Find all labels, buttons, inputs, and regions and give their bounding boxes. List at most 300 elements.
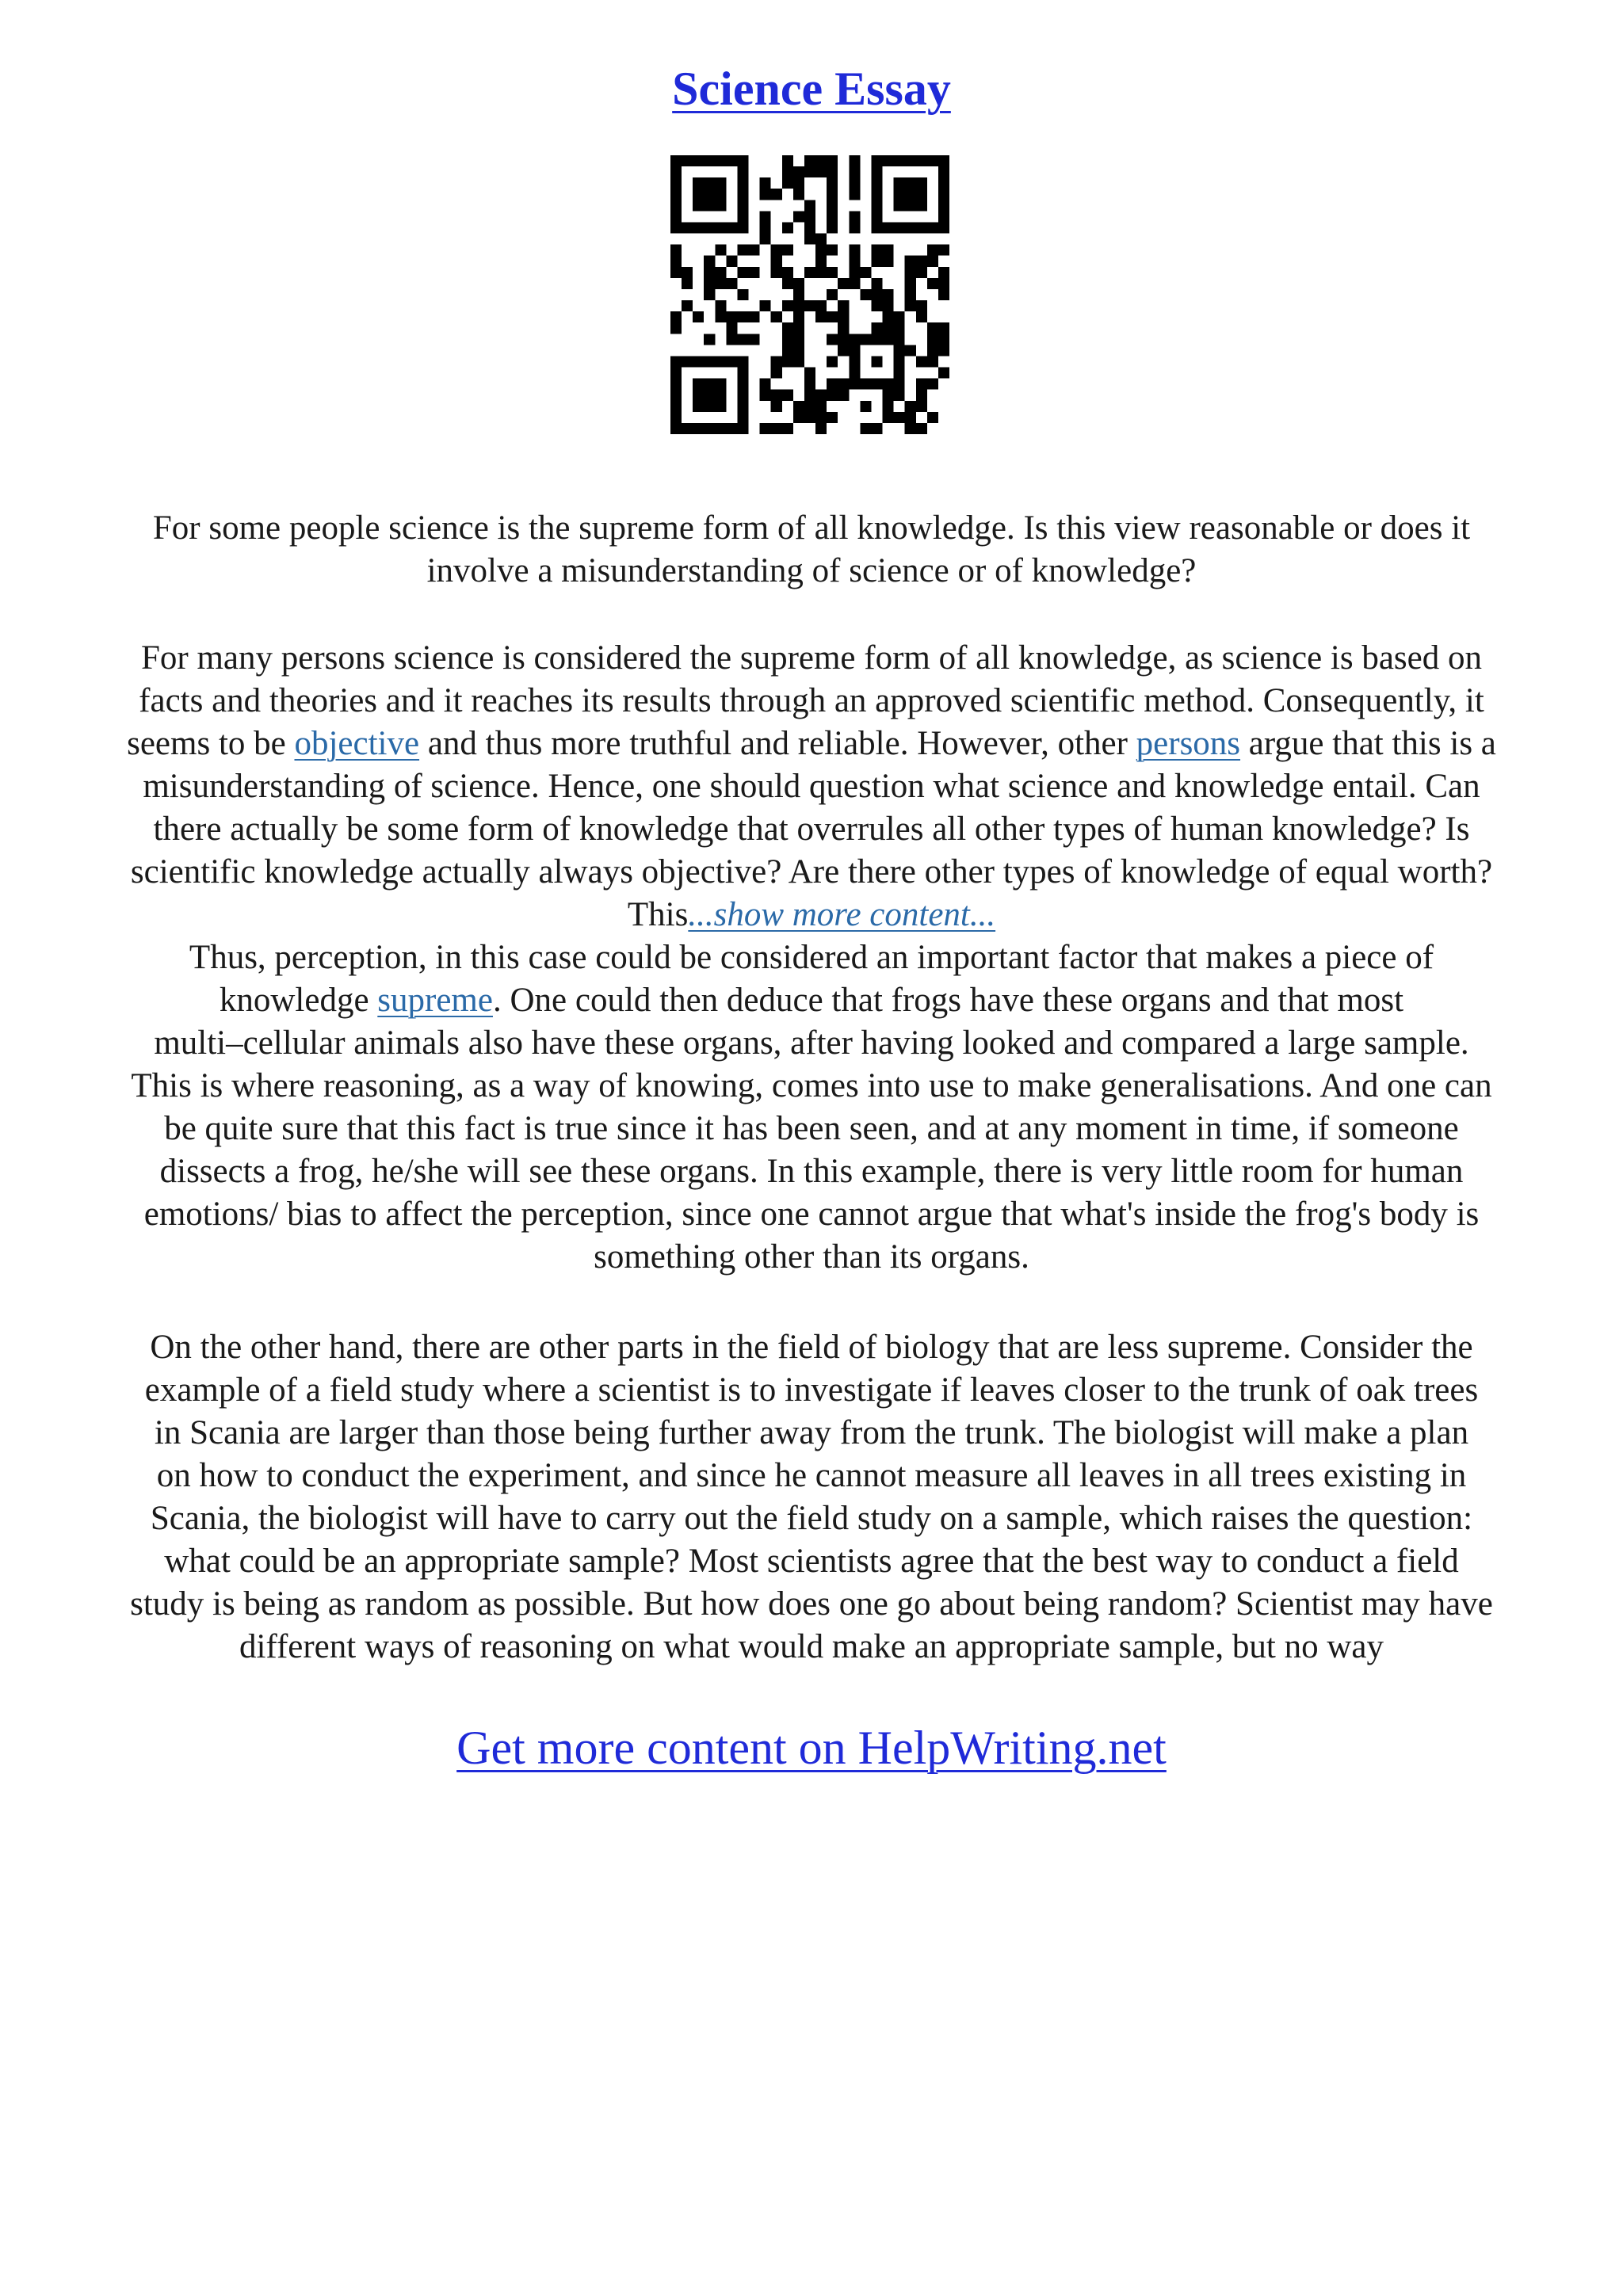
qr-module: [871, 322, 882, 334]
text-line: Thus, perception, in this case could be considered an important factor that makes a piece of: [189, 939, 1434, 976]
qr-module: [715, 401, 726, 412]
qr-module: [793, 322, 804, 334]
text-line: emotions/ bias to affect the perception, since one cannot argue that what's inside the frog's body is: [143, 1196, 1480, 1233]
qr-module: [715, 189, 726, 200]
qr-module: [670, 222, 682, 233]
qr-module: [838, 278, 849, 289]
qr-module: [849, 267, 860, 278]
qr-module: [760, 189, 771, 200]
qr-module: [804, 368, 815, 379]
qr-module: [737, 177, 748, 189]
qr-module: [715, 423, 726, 434]
qr-module: [760, 211, 771, 222]
qr-module: [871, 289, 882, 300]
qr-module: [860, 289, 871, 300]
qr-module: [793, 356, 804, 367]
qr-module: [883, 245, 894, 256]
qr-module: [905, 189, 916, 200]
qr-module: [916, 267, 927, 278]
qr-module: [793, 189, 804, 200]
qr-module: [760, 222, 771, 233]
qr-module: [782, 177, 793, 189]
qr-module: [771, 356, 782, 367]
qr-module: [827, 155, 838, 166]
qr-module: [916, 189, 927, 200]
qr-module: [815, 256, 827, 267]
qr-module: [670, 245, 682, 256]
qr-module: [771, 311, 782, 322]
qr-module: [815, 401, 827, 412]
qr-module: [849, 189, 860, 200]
qr-module: [737, 390, 748, 401]
qr-module: [860, 379, 871, 390]
qr-module: [793, 177, 804, 189]
qr-module: [827, 166, 838, 177]
qr-module: [726, 356, 737, 367]
qr-module: [670, 390, 682, 401]
qr-module: [827, 200, 838, 211]
qr-module: [905, 423, 916, 434]
qr-module: [916, 200, 927, 211]
qr-module: [726, 278, 737, 289]
qr-module: [737, 155, 748, 166]
qr-module: [838, 334, 849, 345]
qr-module: [726, 155, 737, 166]
text-line: misunderstanding of science. Hence, one should question what science and knowledge entail. Can: [143, 768, 1480, 805]
qr-module: [938, 222, 949, 233]
qr-module: [894, 322, 905, 334]
qr-module: [737, 166, 748, 177]
qr-module: [894, 412, 905, 423]
qr-module: [693, 200, 704, 211]
qr-module: [815, 311, 827, 322]
text-span: argue that this is a: [1240, 725, 1496, 762]
qr-module: [849, 211, 860, 222]
qr-module: [715, 200, 726, 211]
qr-module: [883, 289, 894, 300]
qr-module: [771, 390, 782, 401]
qr-module: [771, 401, 782, 412]
qr-module: [726, 423, 737, 434]
qr-module: [682, 222, 693, 233]
qr-module: [693, 423, 704, 434]
qr-module: [771, 245, 782, 256]
qr-module: [894, 200, 905, 211]
qr-module: [749, 311, 760, 322]
qr-module: [849, 155, 860, 166]
qr-module: [938, 334, 949, 345]
qr-module: [804, 267, 815, 278]
title-link[interactable]: Science Essay: [672, 63, 951, 115]
qr-module: [737, 289, 748, 300]
qr-module: [894, 390, 905, 401]
qr-module: [670, 177, 682, 189]
qr-module: [749, 267, 760, 278]
qr-module: [771, 267, 782, 278]
qr-module: [894, 356, 905, 367]
qr-module: [737, 423, 748, 434]
qr-module: [849, 222, 860, 233]
qr-module: [804, 211, 815, 222]
qr-module: [938, 345, 949, 356]
qr-module: [782, 166, 793, 177]
qr-module: [883, 334, 894, 345]
qr-module: [849, 368, 860, 379]
qr-module: [883, 379, 894, 390]
text-line: dissects a frog, he/she will see these organs. In this example, there is very little room for human: [159, 1153, 1464, 1190]
qr-module: [693, 189, 704, 200]
qr-module: [704, 256, 715, 267]
qr-module: [704, 189, 715, 200]
qr-module: [782, 245, 793, 256]
qr-module: [693, 222, 704, 233]
qr-module: [871, 166, 882, 177]
qr-module: [827, 245, 838, 256]
qr-module: [883, 401, 894, 412]
qr-module: [871, 200, 882, 211]
qr-module: [927, 245, 938, 256]
qr-module: [827, 356, 838, 367]
qr-module: [670, 368, 682, 379]
text-line: [55, 894, 1568, 936]
qr-module: [838, 311, 849, 322]
footer: [0, 1718, 1623, 1778]
qr-module: [883, 222, 894, 233]
qr-module: [871, 300, 882, 311]
qr-module: [916, 155, 927, 166]
qr-module: [737, 412, 748, 423]
qr-module: [827, 289, 838, 300]
qr-module: [883, 256, 894, 267]
qr-module: [815, 267, 827, 278]
qr-module: [737, 222, 748, 233]
qr-module: [670, 412, 682, 423]
qr-module: [905, 412, 916, 423]
prompt-line: For some people science is the supreme form of all knowledge. Is this view reasonable or does it: [152, 509, 1471, 547]
qr-module: [927, 278, 938, 289]
qr-module: [737, 189, 748, 200]
text-line: something other than its organs.: [594, 1238, 1029, 1276]
qr-module: [760, 177, 771, 189]
qr-module: [871, 177, 882, 189]
qr-code-icon: [670, 155, 949, 434]
qr-module: [883, 300, 894, 311]
qr-module: [815, 300, 827, 311]
qr-module: [715, 356, 726, 367]
qr-module: [905, 401, 916, 412]
qr-module: [793, 166, 804, 177]
qr-module: [760, 300, 771, 311]
qr-module: [838, 390, 849, 401]
qr-module: [782, 423, 793, 434]
qr-module: [749, 334, 760, 345]
qr-module: [682, 300, 693, 311]
qr-module: [737, 267, 748, 278]
qr-module: [938, 189, 949, 200]
qr-module: [916, 356, 927, 367]
qr-module: [782, 278, 793, 289]
qr-module: [782, 300, 793, 311]
qr-module: [693, 155, 704, 166]
qr-module: [849, 345, 860, 356]
qr-module: [737, 211, 748, 222]
qr-module: [849, 256, 860, 267]
qr-module: [704, 334, 715, 345]
qr-module: [916, 311, 927, 322]
qr-module: [715, 155, 726, 166]
qr-module: [670, 379, 682, 390]
text-line: [55, 723, 1568, 765]
qr-module: [905, 267, 916, 278]
qr-module: [815, 155, 827, 166]
qr-module: [715, 390, 726, 401]
qr-module: [916, 401, 927, 412]
qr-module: [771, 256, 782, 267]
qr-module: [827, 222, 838, 233]
paragraph-2: [55, 1326, 1568, 1669]
qr-module: [849, 245, 860, 256]
qr-module: [938, 322, 949, 334]
qr-module: [771, 189, 782, 200]
text-line: On the other hand, there are other parts in the field of biology that are less supreme. Consider the: [150, 1329, 1473, 1366]
qr-module: [894, 222, 905, 233]
qr-module: [894, 379, 905, 390]
qr-module: [782, 155, 793, 166]
qr-module: [804, 200, 815, 211]
qr-module: [793, 311, 804, 322]
qr-module: [916, 300, 927, 311]
qr-module: [927, 356, 938, 367]
text-span: and thus more truthful and reliable. However, other: [419, 725, 1136, 762]
qr-module: [871, 189, 882, 200]
qr-module: [715, 222, 726, 233]
qr-module: [871, 222, 882, 233]
qr-module: [883, 322, 894, 334]
qr-module: [782, 322, 793, 334]
qr-module: [693, 356, 704, 367]
qr-module: [782, 267, 793, 278]
qr-module: [871, 379, 882, 390]
persons-link[interactable]: persons: [1136, 725, 1241, 762]
qr-module: [905, 155, 916, 166]
qr-module: [883, 311, 894, 322]
qr-module: [782, 334, 793, 345]
qr-module: [804, 222, 815, 233]
qr-module: [827, 177, 838, 189]
qr-module: [871, 256, 882, 267]
page-title: [0, 57, 1623, 120]
qr-module: [804, 401, 815, 412]
show-more-link[interactable]: ...show more content...: [688, 896, 996, 933]
qr-module: [804, 379, 815, 390]
qr-module: [894, 155, 905, 166]
qr-module: [871, 423, 882, 434]
qr-module: [682, 267, 693, 278]
qr-module: [860, 267, 871, 278]
qr-module: [849, 166, 860, 177]
qr-module: [670, 267, 682, 278]
text-line: multi–cellular animals also have these organs, after having looked and compared a large sample.: [154, 1024, 1469, 1062]
qr-module: [827, 267, 838, 278]
qr-module: [838, 300, 849, 311]
qr-module: [737, 245, 748, 256]
qr-module: [938, 278, 949, 289]
text-span: . One could then deduce that frogs have these organs and that most: [492, 982, 1404, 1019]
qr-module: [715, 300, 726, 311]
qr-module: [704, 423, 715, 434]
qr-module: [894, 311, 905, 322]
qr-module: [737, 368, 748, 379]
qr-module: [704, 222, 715, 233]
qr-module: [827, 334, 838, 345]
qr-module: [704, 390, 715, 401]
qr-module: [670, 166, 682, 177]
get-more-content-link[interactable]: Get more content on HelpWriting.net: [456, 1722, 1167, 1774]
qr-module: [838, 345, 849, 356]
qr-module: [793, 401, 804, 412]
qr-module: [860, 334, 871, 345]
text-line: in Scania are larger than those being further away from the trunk. The biologist will make a plan: [154, 1414, 1469, 1451]
qr-module: [905, 289, 916, 300]
qr-module: [871, 155, 882, 166]
qr-module: [793, 334, 804, 345]
qr-module: [749, 245, 760, 256]
text-line: study is being as random as possible. But how does one go about being random? Scientist may have: [130, 1585, 1493, 1623]
qr-module: [782, 345, 793, 356]
qr-module: [793, 278, 804, 289]
qr-module: [704, 177, 715, 189]
qr-module: [905, 222, 916, 233]
qr-module: [793, 289, 804, 300]
text-span: This: [627, 896, 689, 933]
qr-module: [849, 177, 860, 189]
text-line: For many persons science is considered the supreme form of all knowledge, as science is based on: [140, 639, 1483, 677]
qr-module: [916, 423, 927, 434]
qr-module: [894, 189, 905, 200]
text-line: Scania, the biologist will have to carry out the field study on a sample, which raises the question:: [150, 1500, 1473, 1537]
text-line: [55, 979, 1568, 1022]
qr-module: [815, 234, 827, 245]
qr-module: [715, 311, 726, 322]
qr-module: [916, 222, 927, 233]
qr-module: [804, 412, 815, 423]
qr-module: [849, 356, 860, 367]
qr-module: [670, 311, 682, 322]
qr-module: [927, 256, 938, 267]
qr-module: [916, 390, 927, 401]
qr-module: [782, 356, 793, 367]
qr-module: [715, 177, 726, 189]
qr-module: [838, 379, 849, 390]
supreme-link[interactable]: supreme: [377, 982, 493, 1019]
qr-module: [715, 245, 726, 256]
qr-module: [726, 256, 737, 267]
qr-module: [682, 356, 693, 367]
text-line: there actually be some form of knowledge that overrules all other types of human knowledge? Is: [153, 810, 1470, 848]
text-line: what could be an appropriate sample? Most scientists agree that the best way to conduct a field: [164, 1543, 1459, 1580]
qr-module: [860, 401, 871, 412]
qr-module: [938, 368, 949, 379]
qr-module: [682, 155, 693, 166]
qr-module: [793, 211, 804, 222]
qr-module: [905, 300, 916, 311]
qr-module: [682, 423, 693, 434]
text-span: seems to be: [127, 725, 295, 762]
qr-module: [827, 412, 838, 423]
qr-module: [704, 401, 715, 412]
qr-module: [927, 155, 938, 166]
objective-link[interactable]: objective: [294, 725, 420, 762]
qr-module: [938, 289, 949, 300]
qr-module: [715, 379, 726, 390]
qr-module: [737, 379, 748, 390]
qr-module: [793, 345, 804, 356]
qr-module: [894, 177, 905, 189]
qr-module: [827, 390, 838, 401]
qr-module: [804, 300, 815, 311]
qr-module: [737, 401, 748, 412]
text-line: example of a field study where a scientist is to investigate if leaves closer to the trunk of oak trees: [144, 1371, 1479, 1409]
essay-prompt: [79, 507, 1544, 593]
qr-module: [849, 379, 860, 390]
qr-module: [938, 211, 949, 222]
qr-module: [782, 222, 793, 233]
qr-module: [827, 311, 838, 322]
qr-module: [670, 356, 682, 367]
qr-module: [670, 211, 682, 222]
qr-module: [704, 379, 715, 390]
qr-module: [883, 390, 894, 401]
text-line: different ways of reasoning on what would make an appropriate sample, but no way: [239, 1628, 1384, 1665]
qr-module: [693, 390, 704, 401]
qr-module: [849, 334, 860, 345]
text-line: be quite sure that this fact is true since it has been seen, and at any moment in time, if someone: [164, 1110, 1459, 1147]
qr-module: [938, 267, 949, 278]
qr-module: [815, 423, 827, 434]
qr-module: [815, 390, 827, 401]
qr-module: [771, 368, 782, 379]
prompt-line: involve a misunderstanding of science or of knowledge?: [426, 552, 1197, 589]
qr-module: [670, 322, 682, 334]
qr-module: [815, 166, 827, 177]
qr-module: [682, 278, 693, 289]
qr-module: [883, 412, 894, 423]
qr-module: [726, 222, 737, 233]
qr-module: [670, 423, 682, 434]
qr-module: [726, 322, 737, 334]
qr-module: [927, 222, 938, 233]
qr-module: [938, 166, 949, 177]
qr-module: [916, 256, 927, 267]
text-span: knowledge: [219, 982, 378, 1019]
qr-module: [815, 245, 827, 256]
qr-module: [726, 334, 737, 345]
qr-module: [715, 278, 726, 289]
qr-module: [693, 401, 704, 412]
qr-module: [938, 200, 949, 211]
paragraph-1: [55, 637, 1568, 1279]
qr-module: [905, 278, 916, 289]
qr-module: [871, 211, 882, 222]
qr-module: [894, 334, 905, 345]
qr-module: [670, 401, 682, 412]
qr-module: [871, 278, 882, 289]
qr-module: [704, 267, 715, 278]
qr-module: [938, 245, 949, 256]
qr-module: [704, 155, 715, 166]
qr-module: [804, 155, 815, 166]
qr-module: [871, 356, 882, 367]
